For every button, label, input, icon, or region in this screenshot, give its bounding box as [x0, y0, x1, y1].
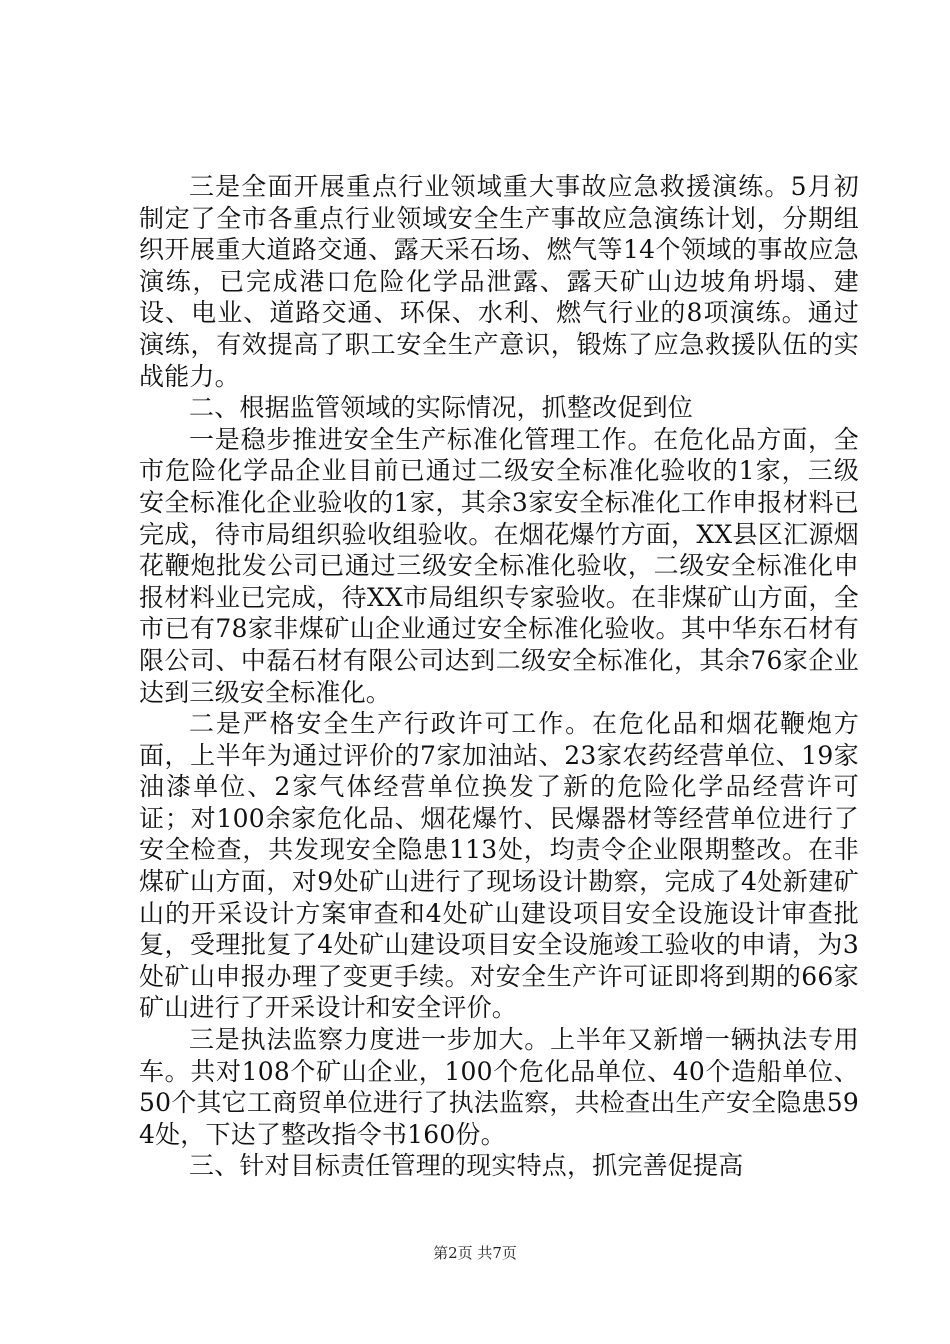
paragraph-licensing: 二是严格安全生产行政许可工作。在危化品和烟花鞭炮方面，上半年为通过评价的7家加油站、23家农药经营单位、19家油漆单位、2家气体经营单位换发了新的危险化学品经营许可证；对100余家危化品、烟花爆竹、民爆器材等经营单位进行了安全检查，共发现安全隐患113处，均责令企业限期整改。在非煤矿山方面，对9处矿山进行了现场设计勘察，完成了4处新建矿山的开采设计方案审查和4处矿山建设项目安全设施设计审查批复，受理批复了4处矿山建设项目安全设施竣工验收的申请，为3处矿山申报办理了变更手续。对安全生产许可证即将到期的66家矿山进行了开采设计和安全评价。 — [139, 709, 859, 1023]
section-heading-3: 三、针对目标责任管理的现实特点，抓完善促提高 — [189, 1151, 744, 1181]
paragraph-standardization: 一是稳步推进安全生产标准化管理工作。在危化品方面，全市危险化学品企业目前已通过二级安全标准化验收的1家，三级安全标准化企业验收的1家，其余3家安全标准化工作申报材料已完成，待市局组织验收组验收。在烟花爆竹方面，XX县区汇源烟花鞭炮批发公司已通过三级安全标准化验收，二级安全标准化申报材料业已完成，待XX市局组织专家验收。在非煤矿山方面，全市已有78家非煤矿山企业通过安全标准化验收。其中华东石材有限公司、中磊石材有限公司达到二级安全标准化，其余76家企业达到三级安全标准化。 — [139, 424, 859, 707]
document-body — [139, 171, 859, 1182]
paragraph-enforcement: 三是执法监察力度进一步加大。上半年又新增一辆执法专用车。共对108个矿山企业，100个危化品单位、40个造船单位、50个其它工商贸单位进行了执法监察，共检查出生产安全隐患594处，下达了整改指令书160份。 — [139, 1025, 859, 1149]
paragraph-emergency-drills: 三是全面开展重点行业领域重大事故应急救援演练。5月初制定了全市各重点行业领域安全生产事故应急演练计划，分期组织开展重大道路交通、露天采石场、燃气等14个领域的事故应急演练，已完成港口危险化学品泄露、露天矿山边坡角坍塌、建设、电业、道路交通、环保、水利、燃气行业的8项演练。通过演练，有效提高了职工安全生产意识，锻炼了应急救援队伍的实战能力。 — [139, 172, 859, 391]
page-footer: 第2页 共7页 — [433, 1244, 517, 1262]
section-heading-2: 二、根据监管领域的实际情况，抓整改促到位 — [189, 393, 694, 423]
